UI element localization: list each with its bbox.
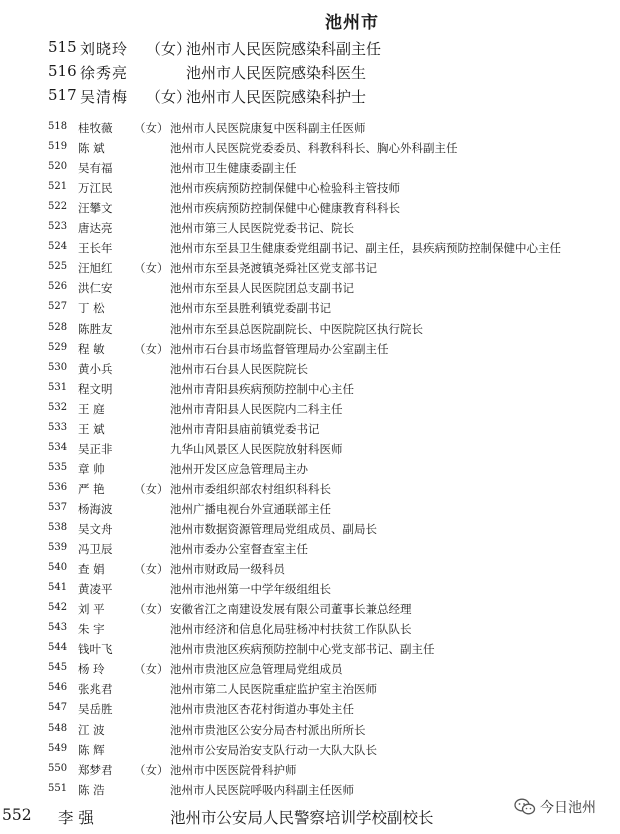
entry-name: 王 斌	[78, 422, 105, 436]
entry-title: 池州市人民医院感染科副主任	[186, 40, 382, 58]
entry-name: 朱 宇	[78, 622, 105, 636]
entry-gender: （女）	[134, 763, 169, 777]
entry-name: 丁 松	[78, 301, 105, 315]
entry-title: 池州市池州第一中学年级组组长	[170, 582, 331, 596]
entry-name: 李 强	[58, 809, 94, 827]
entry-number: 540	[48, 562, 68, 573]
entry-number: 530	[48, 362, 68, 373]
entry-number: 517	[48, 86, 77, 104]
entry-name: 王 庭	[78, 402, 105, 416]
entry-number: 544	[48, 642, 68, 653]
entry-name: 黄小兵	[78, 362, 113, 376]
entry-gender: （女）	[134, 261, 169, 275]
entry-name: 陈 浩	[78, 783, 105, 797]
entry-number: 534	[48, 442, 68, 453]
entry-title: 池州市青阳县人民医院内二科主任	[170, 402, 343, 416]
entry-title: 池州市青阳县疾病预防控制中心主任	[170, 382, 354, 396]
entry-number: 532	[48, 402, 68, 413]
entry-title: 池州市青阳县庙前镇党委书记	[170, 422, 320, 436]
entry-title: 池州市东至县尧渡镇尧舜社区党支部书记	[170, 261, 377, 275]
entry-title: 池州市第二人民医院重症监护室主治医师	[170, 682, 377, 696]
entry-name: 刘晓玲	[80, 40, 129, 58]
entry-number: 543	[48, 622, 68, 633]
entry-name: 程 敏	[78, 342, 105, 356]
entry-title: 池州市财政局一级科员	[170, 562, 285, 576]
entry-number: 519	[48, 141, 68, 152]
watermark	[514, 797, 596, 817]
entry-number: 525	[48, 261, 68, 272]
entry-title: 池州市贵池区公安分局杏村派出所所长	[170, 723, 366, 737]
entry-name: 陈 辉	[78, 743, 105, 757]
entry-title: 池州市疾病预防控制保健中心健康教育科科长	[170, 201, 400, 215]
entry-title: 池州市公安局治安支队行动一大队大队长	[170, 743, 377, 757]
entry-title: 池州市人民医院感染科护士	[186, 88, 367, 106]
entry-title: 池州市数据资源管理局党组成员、副局长	[170, 522, 377, 536]
entry-title: 池州市委组织部农村组织科科长	[170, 482, 331, 496]
entry-number: 536	[48, 482, 68, 493]
entry-title: 池州市贵池区应急管理局党组成员	[170, 662, 343, 676]
entry-name: 江 波	[78, 723, 105, 737]
entry-number: 537	[48, 502, 68, 513]
entry-name: 唐达亮	[78, 221, 113, 235]
entry-name: 杨 玲	[78, 662, 105, 676]
entry-number: 529	[48, 342, 68, 353]
entry-name: 严 艳	[78, 482, 105, 496]
entry-number: 542	[48, 602, 68, 613]
entry-name: 冯卫辰	[78, 542, 113, 556]
entry-title: 池州市人民医院党委委员、科教科科长、胸心外科副主任	[170, 141, 458, 155]
entry-gender: （女）	[146, 88, 192, 106]
entry-number: 541	[48, 582, 68, 593]
wechat-icon	[514, 798, 536, 816]
entry-name: 杨海波	[78, 502, 113, 516]
entry-number: 547	[48, 702, 68, 713]
entry-name: 张兆君	[78, 682, 113, 696]
entry-name: 汪旭红	[78, 261, 113, 275]
entry-gender: （女）	[134, 662, 169, 676]
entry-title: 池州市石台县人民医院院长	[170, 362, 308, 376]
entry-number: 545	[48, 662, 68, 673]
entry-number: 552	[2, 806, 32, 824]
entry-name: 程文明	[78, 382, 113, 396]
entry-title: 九华山风景区人民医院放射科医师	[170, 442, 343, 456]
entry-title: 池州广播电视台外宣通联部主任	[170, 502, 331, 516]
entry-number: 549	[48, 743, 68, 754]
entry-number: 523	[48, 221, 68, 232]
entry-name: 陈胜友	[78, 322, 113, 336]
entry-name: 吴岳胜	[78, 702, 113, 716]
entry-title: 池州市卫生健康委副主任	[170, 161, 297, 175]
entry-title: 池州市东至县人民医院团总支副书记	[170, 281, 354, 295]
entry-gender: （女）	[134, 602, 169, 616]
entry-name: 吴正非	[78, 442, 113, 456]
entry-name: 吴有福	[78, 161, 113, 175]
entry-number: 522	[48, 201, 68, 212]
entry-number: 520	[48, 161, 68, 172]
entry-number: 548	[48, 723, 68, 734]
entry-number: 521	[48, 181, 68, 192]
entry-name: 吴文舟	[78, 522, 113, 536]
entry-number: 538	[48, 522, 68, 533]
watermark-text: 今日池州	[540, 800, 596, 816]
entry-number: 533	[48, 422, 68, 433]
entry-number: 551	[48, 783, 68, 794]
entry-name: 刘 平	[78, 602, 105, 616]
entry-gender: （女）	[134, 342, 169, 356]
entry-number: 546	[48, 682, 68, 693]
entry-name: 查 娟	[78, 562, 105, 576]
entry-title: 池州市贵池区疾病预防控制中心党支部书记、副主任	[170, 642, 435, 656]
page-title: 池州市	[325, 13, 379, 33]
entry-name: 郑梦君	[78, 763, 113, 777]
entry-name: 章 帅	[78, 462, 105, 476]
entry-number: 524	[48, 241, 68, 252]
entry-title: 池州市疾病预防控制保健中心检验科主管技师	[170, 181, 400, 195]
entry-name: 徐秀亮	[80, 64, 129, 82]
entry-number: 516	[48, 62, 77, 80]
entry-number: 526	[48, 281, 68, 292]
entry-title: 安徽省江之南建设发展有限公司董事长兼总经理	[170, 602, 412, 616]
entry-gender: （女）	[134, 562, 169, 576]
entry-title: 池州市东至县总医院副院长、中医院院区执行院长	[170, 322, 423, 336]
entry-number: 527	[48, 301, 68, 312]
entry-title: 池州市第三人民医院党委书记、院长	[170, 221, 354, 235]
entry-name: 吴清梅	[80, 88, 129, 106]
entry-gender: （女）	[146, 40, 192, 58]
entry-name: 万江民	[78, 181, 113, 195]
entry-number: 539	[48, 542, 68, 553]
entry-title: 池州市东至县胜利镇党委副书记	[170, 301, 331, 315]
entry-gender: （女）	[134, 121, 169, 135]
entry-number: 550	[48, 763, 68, 774]
entry-title: 池州市人民医院呼吸内科副主任医师	[170, 783, 354, 797]
entry-title: 池州开发区应急管理局主办	[170, 462, 308, 476]
entry-number: 531	[48, 382, 68, 393]
entry-title: 池州市委办公室督查室主任	[170, 542, 308, 556]
entry-title: 池州市人民医院康复中医科副主任医师	[170, 121, 366, 135]
entry-title: 池州市石台县市场监督管理局办公室副主任	[170, 342, 389, 356]
entry-title: 池州市公安局人民警察培训学校副校长	[170, 809, 434, 827]
entry-title: 池州市人民医院感染科医生	[186, 64, 367, 82]
entry-title: 池州市中医医院骨科护师	[170, 763, 297, 777]
entry-name: 陈 斌	[78, 141, 105, 155]
entry-number: 535	[48, 462, 68, 473]
entry-title: 池州市经济和信息化局驻杨冲村扶贫工作队队长	[170, 622, 412, 636]
entry-name: 王长年	[78, 241, 113, 255]
entry-number: 515	[48, 38, 77, 56]
entry-gender: （女）	[134, 482, 169, 496]
entry-number: 528	[48, 322, 68, 333]
entry-name: 洪仁安	[78, 281, 113, 295]
entry-number: 518	[48, 121, 68, 132]
entry-name: 汪攀文	[78, 201, 113, 215]
entry-title: 池州市贵池区杏花村街道办事处主任	[170, 702, 354, 716]
entry-name: 钱叶飞	[78, 642, 113, 656]
entry-name: 桂牧薇	[78, 121, 113, 135]
entry-name: 黄凌平	[78, 582, 113, 596]
entry-title: 池州市东至县卫生健康委党组副书记、副主任，县疾病预防控制保健中心主任	[170, 241, 561, 255]
